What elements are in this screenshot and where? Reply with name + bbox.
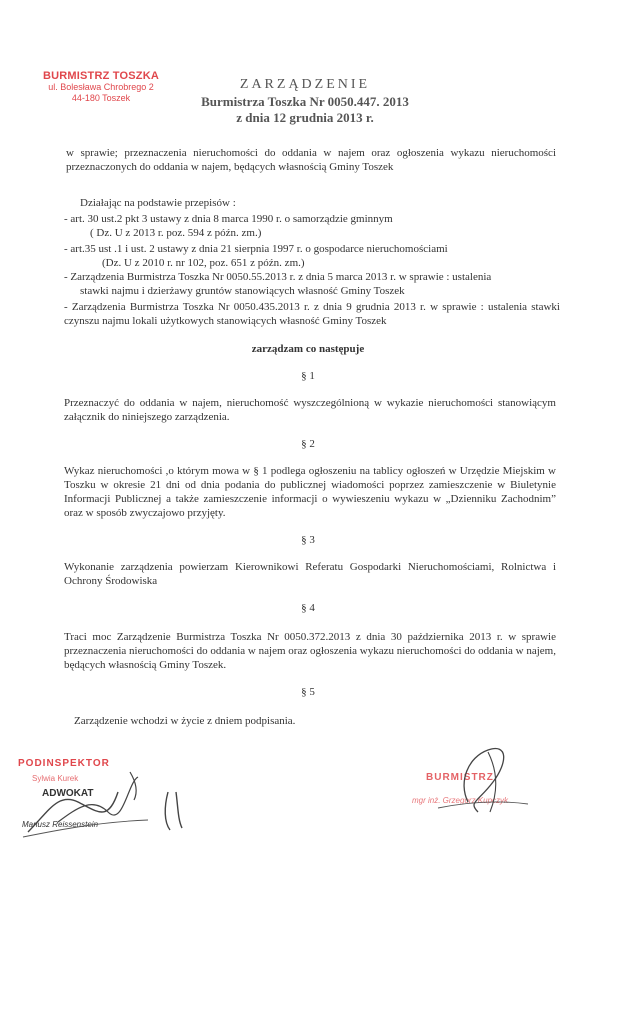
stamp-name-burmistrz: mgr inż. Grzegorz Kupczyk — [412, 796, 509, 805]
ordering-clause: zarządzam co następuje — [251, 343, 365, 355]
document-subject: w sprawie; przeznaczenia nieruchomości do oddania w najem oraz ogłoszenia wykazu nieruchomości przeznaczonych do oddania w najem, będących własnością Gminy Toszek — [66, 147, 556, 173]
legal-basis-item-3: - Zarządzenia Burmistrza Toszka Nr 0050.55.2013 r. z dnia 5 marca 2013 r. w sprawie : ustalenia — [64, 271, 492, 283]
document-number: Burmistrza Toszka Nr 0050.447. 2013 — [201, 94, 409, 109]
document-title: ZARZĄDZENIE — [239, 77, 371, 92]
section-5-text: Zarządzenie wchodzi w życie z dniem podpisania. — [74, 715, 296, 727]
issuer-stamp — [36, 70, 166, 104]
legal-basis-intro: Działając na podstawie przepisów : — [80, 197, 236, 209]
section-4-text: Traci moc Zarządzenie Burmistrza Toszka Nr 0050.372.2013 z dnia 30 października 2013 r. w sprawie przeznaczenia nieruchomości do oddania w najem oraz ogłoszenia wykazu nieruchomości do oddania w najem, będących własnością Gminy Toszek. — [64, 631, 556, 671]
handwritten-signature-right-icon — [398, 742, 548, 832]
section-1-text: Przeznaczyć do oddania w najem, nieruchomość wyszczególnioną w wykazie nieruchomości stanowiącym załącznik do niniejszego zarządzenia. — [64, 397, 556, 423]
legal-basis-item-3-cont: stawki najmu i dzierżawy gruntów stanowiących własność Gminy Toszek — [80, 285, 405, 297]
section-3-text: Wykonanie zarządzenia powierzam Kierownikowi Referatu Gospodarki Nieruchomościami, Rolnictwa i Ochrony Środowiska — [64, 561, 556, 587]
legal-basis-item-1: - art. 30 ust.2 pkt 3 ustawy z dnia 8 marca 1990 r. o samorządzie gminnym — [64, 213, 393, 225]
stamp-address: ul. Bolesława Chrobrego 2 — [48, 82, 154, 92]
section-4-mark: § 4 — [301, 602, 315, 614]
legal-basis-item-4: - Zarządzenia Burmistrza Toszka Nr 0050.435.2013 r. z dnia 9 grudnia 2013 r. w sprawie : ustalenia stawki czynszu najmu lokali użytkowych stanowiących własność Gminy Toszek — [64, 301, 560, 327]
document-date: z dnia 12 grudnia 2013 r. — [236, 110, 374, 125]
document-heading — [170, 76, 440, 126]
section-2-mark: § 2 — [301, 438, 315, 450]
legal-basis-item-2-ref: (Dz. U z 2010 r. nr 102, poz. 651 z późn. zm.) — [102, 257, 305, 269]
handwritten-signature-left-icon — [18, 752, 208, 842]
section-1-mark: § 1 — [301, 370, 315, 382]
stamp-title: BURMISTRZ TOSZKA — [42, 70, 160, 82]
signature-right — [398, 742, 548, 832]
stamp-name-2: Mariusz Reissenstein — [22, 820, 99, 829]
legal-basis-item-2: - art.35 ust .1 i ust. 2 ustawy z dnia 21 sierpnia 1997 r. o gospodarce nieruchomościami — [64, 243, 448, 255]
section-5-mark: § 5 — [301, 686, 315, 698]
stamp-position-adwokat: ADWOKAT — [42, 788, 94, 799]
stamp-position-burmistrz: BURMISTRZ — [426, 772, 494, 783]
stamp-name-1: Sylwia Kurek — [32, 774, 79, 783]
section-3-mark: § 3 — [301, 534, 315, 546]
stamp-postcode: 44-180 Toszek — [71, 93, 131, 103]
stamp-position-podinspektor: PODINSPEKTOR — [18, 758, 110, 769]
section-2-text: Wykaz nieruchomości ,o którym mowa w § 1 podlega ogłoszeniu na tablicy ogłoszeń w Urzędzie Miejskim w Toszku w okresie 21 dni od dnia podania do publicznej wiadomości poprzez zamieszczenie w Biuletynie Informacji Publicznej a także zamieszczenie informacji o wywieszeniu wykazu w „Dzienniku Zachodnim” oraz w sposób zwyczajowo przyjęty. — [64, 465, 556, 519]
signature-left — [18, 752, 208, 842]
legal-basis-item-1-ref: ( Dz. U z 2013 r. poz. 594 z późn. zm.) — [90, 227, 262, 239]
